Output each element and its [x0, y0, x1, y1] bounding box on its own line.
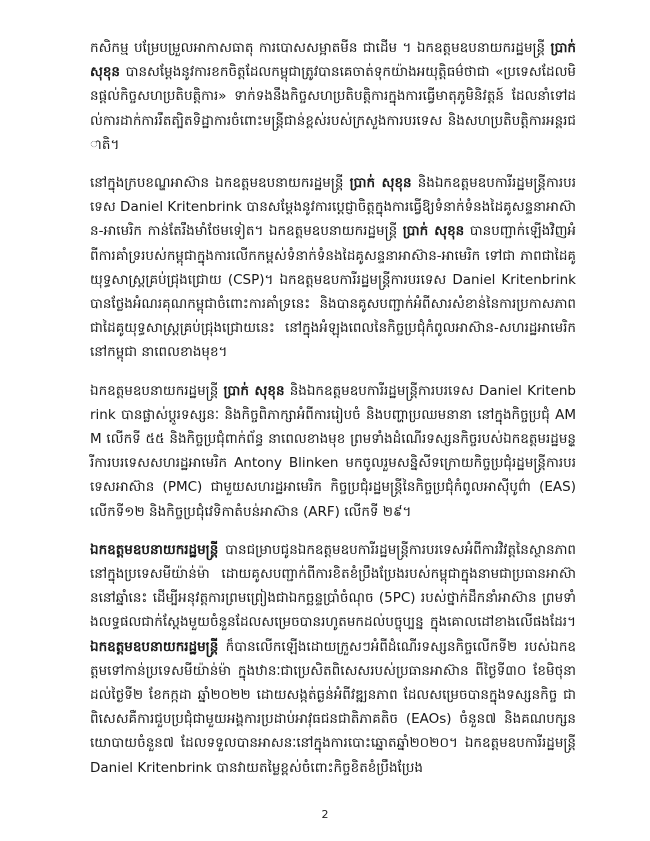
paragraph-1-span-1: កសិកម្ម បម្រែបម្រួលអាកាសធាតុ ការបោសសម្អាតមីន ជាដើម ។ ឯកឧត្តមឧបនាយករដ្ឋមន្ត្រី: [90, 40, 551, 56]
paragraph-4-span-3: ឯកឧត្តមឧបនាយករដ្ឋមន្ត្រី: [90, 638, 219, 655]
paragraph-3-span-1: ឯកឧត្តមឧបនាយករដ្ឋមន្ត្រី: [90, 382, 224, 399]
paragraph-4-span-4: ក៏បានលើកឡើងដោយក្រួសៗអំពីដំណើរទស្សនកិច្ចលើកទី២ របស់ឯកឧត្តមទៅកាន់ប្រទេសមីយ៉ាន់ម៉ា ក្នុងឋានៈជាប្រេសិតពិសេសរបស់ប្រធានអាស៊ាន ពីថ្ងៃទី៣០ ខែមិថុនា ដល់ថ្ងៃទី២ ខែកក្កដា ឆ្នាំ២០២២ ដោយសង្កត់ធ្ងន់អំពីវឌ្ឍនភាព ដែលសម្រេចបានក្នុងទស្សនកិច្ច ជាពិសេសគឺការជួបប្រជុំជាមួយអង្គការប្រដាប់អាវុធជនជាតិភាគតិច (EAOs) ចំនួន៧ និងគណបក្សនយោបាយចំនួន៧ ដែលទទួលបានអាសនៈនៅក្នុងការបោះឆ្នោតឆ្នាំ២០២០។ ឯកឧត្តមឧបការីរដ្ឋមន្ត្រី Daniel Kritenbrink បានវាយតម្លៃខ្ពស់ចំពោះកិច្ចខិតខំប្រឹងប្រែង: [90, 638, 576, 776]
paragraph-4: [90, 538, 576, 780]
paragraph-4-span-1: ឯកឧត្តមឧបនាយករដ្ឋមន្ត្រី: [90, 541, 219, 558]
paragraph-2-span-2: ប្រាក់ សុខុន: [349, 175, 412, 192]
paragraph-2-span-3: និងឯកឧត្តមឧបការីរដ្ឋមន្ត្រីការបរទេស Daniel Kritenbrink បានសម្តែងនូវការប្តេជ្ញាចិត្តក្នុងការធ្វើឱ្យទំនាក់ទំនងដៃគូសន្ទនាអាស៊ាន-អាមេរិក កាន់តែរឹងមាំថែមទៀត។ ឯកឧត្តមឧបនាយករដ្ឋមន្ត្រី: [90, 175, 576, 240]
paragraph-2-span-5: បានបញ្ជាក់ឡើងវិញអំពីការគាំទ្ររបស់កម្ពុជាក្នុងការលើកកម្ពស់ទំនាក់ទំនងដៃគូសន្ទនាអាស៊ាន-អាមេរិក ទៅជា ភាពជាដៃគូយុទ្ធសាស្ត្រគ្រប់ជ្រុងជ្រោយ (CSP)។ ឯកឧត្តមឧបការីរដ្ឋមន្ត្រីការបរទេស Daniel Kritenbrink បានថ្លែងអំណរគុណកម្ពុជាចំពោះការគាំទ្រនេះ និងបានគូសបញ្ជាក់អំពីសារសំខាន់នៃការប្រកាសភាពជាដៃគូយុទ្ធសាស្ត្រគ្រប់ជ្រុងជ្រោយនេះ នៅក្នុងអំឡុងពេលនៃកិច្ចប្រជុំកំពូលអាស៊ាន-សហរដ្ឋអាមេរិក នៅកម្ពុជា នាពេលខាងមុខ។: [90, 223, 576, 361]
document-body: [90, 36, 576, 794]
paragraph-3-span-3: និងឯកឧត្តមឧបការីរដ្ឋមន្ត្រីការបរទេស Daniel Kritenbrink បានផ្លាស់ប្តូរទស្សនៈ និងកិច្ចពិភាក្សាអំពីការរៀបចំ និងបញ្ហាប្រឈមនានា នៅក្នុងកិច្ចប្រជុំ AMM លើកទី ៥៥ និងកិច្ចប្រជុំពាក់ព័ន្ធ នាពេលខាងមុខ ព្រមទាំងដំណើរទស្សនកិច្ចរបស់ឯកឧត្តមរដ្ឋមន្ត្រីការបរទេសសហរដ្ឋអាមេរិក Antony Blinken មកចូលរួមសន្និសីទក្រោយកិច្ចប្រជុំរដ្ឋមន្ត្រីការបរទេសអាស៊ាន (PMC) ជាមួយសហរដ្ឋអាមេរិក កិច្ចប្រជុំរដ្ឋមន្ត្រីនៃកិច្ចប្រជុំកំពូលអាស៊ីបូព៌ា (EAS) លើកទី១២ និងកិច្ចប្រជុំវេទិកាតំបន់អាស៊ាន (ARF) លើកទី ២៩។: [90, 382, 577, 520]
paragraph-2-span-1: នៅក្នុងក្របខណ្ឌអាស៊ាន ឯកឧត្តមឧបនាយករដ្ឋមន្ត្រី: [90, 175, 350, 192]
paragraph-4-span-2: បានជម្រាបជូនឯកឧត្តមឧបការីរដ្ឋមន្ត្រីការបរទេសអំពីការវិវត្តនៃស្ថានភាពនៅក្នុងប្រទេសមីយ៉ាន់ម៉ា ដោយគូសបញ្ជាក់ពីការខិតខំប្រឹងប្រែងរបស់កម្ពុជាក្នុងនាមជាប្រធានអាស៊ាននៅឆ្នាំនេះ ដើម្បីអនុវត្តការព្រមព្រៀងជាឯកច្ឆន្ទប្រាំចំណុច (5PC) របស់ថ្នាក់ដឹកនាំអាស៊ាន ព្រមទាំងលទ្ធផលជាក់ស្តែងមួយចំនួនដែលសម្រេចបានរហូតមកដល់បច្ចុប្បន្ន ក្នុងគោលដៅខាងលើផងដែរ។: [90, 541, 576, 631]
paragraph-2: [90, 171, 576, 365]
paragraph-1-span-2: ប្រាក់ សុខុន: [90, 40, 576, 81]
paragraph-1-span-3: បានសម្តែងនូវការខកចិត្តដែលកម្ពុជាត្រូវបានគេចាត់ទុកយ៉ាងអយុត្តិធម៌ថាជា «ប្រទេសដែលមិនផ្តល់កិច្ចសហប្រតិបត្តិការ» ទាក់ទងនឹងកិច្ចសហប្រតិបត្តិការក្នុងការធ្វើមាតុភូមិនិវត្តន៍ ដែលនាំទៅដល់ការដាក់ការរឹតត្បិតទិដ្ឋាការចំពោះមន្ត្រីជាន់ខ្ពស់របស់ក្រសួងការបរទេស និងសហប្រតិបត្តិការអន្តរជាតិ។: [90, 64, 576, 153]
paragraph-1: [90, 36, 576, 157]
paragraph-3: [90, 379, 576, 524]
page-number: 2: [321, 808, 329, 821]
paragraph-2-span-4: ប្រាក់ សុខុន: [402, 223, 465, 240]
paragraph-3-span-2: ប្រាក់ សុខុន: [223, 382, 285, 399]
